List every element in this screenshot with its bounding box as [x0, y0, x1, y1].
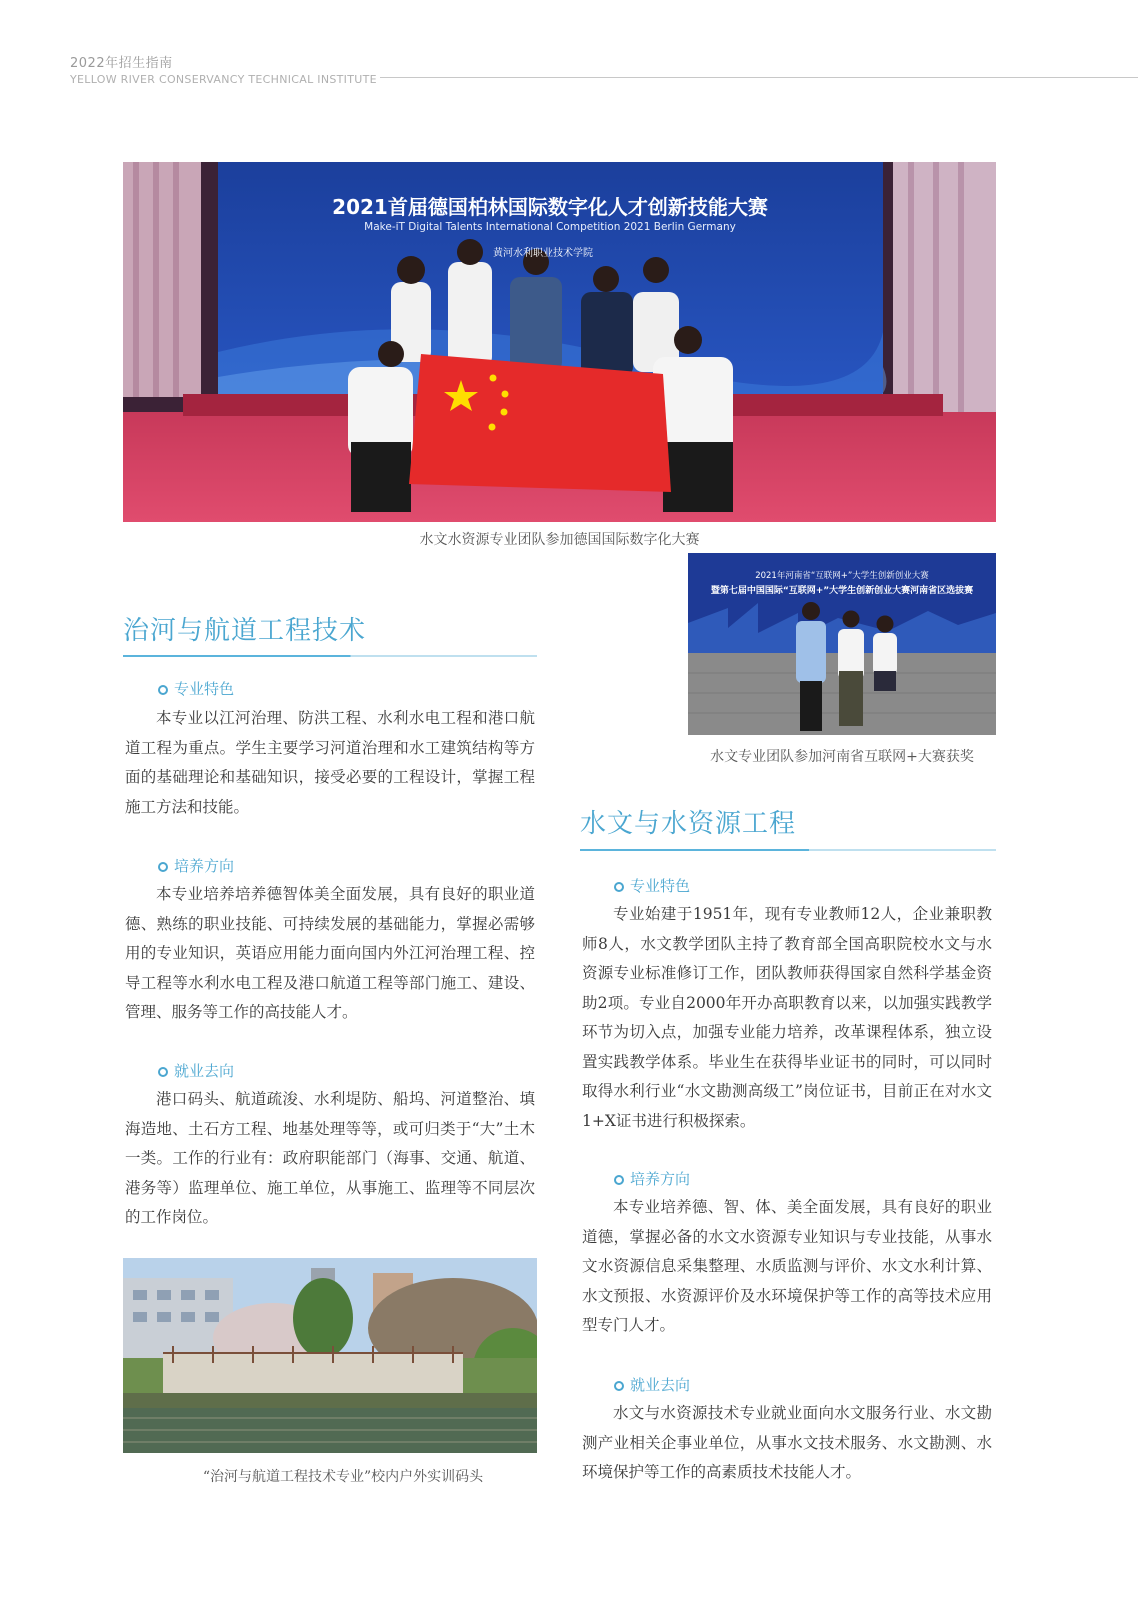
circle-bullet-icon [614, 882, 624, 892]
header-subtitle: YELLOW RIVER CONSERVANCY TECHNICAL INSTITUTE [70, 73, 377, 86]
berlin-competition-photo [123, 162, 996, 522]
right-features-heading [614, 875, 690, 896]
berlin-banner-en: Make-iT Digital Talents International Competition 2021 Berlin Germany [364, 221, 736, 233]
circle-bullet-icon [158, 685, 168, 695]
left-direction-text: 本专业培养培养德智体美全面发展，具有良好的职业道德、熟练的职业技能、可持续发展的基础能力，掌握必需够用的专业知识，英语应用能力面向国内外江河治理工程、控导工程等水利水电工程及港口航道工程等部门施工、建设、管理、服务等工作的高技能人才。 [125, 885, 535, 1021]
left-employment-title: 就业去向 [174, 1062, 235, 1080]
left-direction-title: 培养方向 [174, 857, 235, 875]
henan-photo-caption: 水文专业团队参加河南省互联网+大赛获奖 [710, 749, 974, 765]
left-section-title: 治河与航道工程技术 [123, 616, 367, 646]
henan-competition-photo [688, 553, 996, 735]
berlin-banner-school: 黄河水利职业技术学院 [493, 248, 593, 259]
right-employment-text: 水文与水资源技术专业就业面向水文服务行业、水文勘测产业相关企事业单位，从事水文技术服务、水文勘测、水环境保护等工作的高素质技术技能人才。 [582, 1404, 992, 1481]
circle-bullet-icon [614, 1175, 624, 1185]
circle-bullet-icon [614, 1381, 624, 1391]
right-section-rule [580, 849, 996, 851]
right-section-title: 水文与水资源工程 [580, 809, 797, 839]
right-direction-title: 培养方向 [630, 1170, 691, 1188]
left-section-rule [123, 655, 537, 657]
left-employment-text: 港口码头、航道疏浚、水利堤防、船坞、河道整治、填海造地、土石方工程、地基处理等等，或可归类于“大”土木一类。工作的行业有：政府职能部门（海事、交通、航道、港务等）监理单位、施工单位，从事施工、监理等不同层次的工作岗位。 [125, 1090, 535, 1226]
dock-photo-caption: “治河与航道工程技术专业”校内户外实训码头 [202, 1469, 484, 1485]
left-features-heading [158, 678, 234, 699]
circle-bullet-icon [158, 862, 168, 872]
left-features-title: 专业特色 [174, 680, 235, 698]
right-employment-heading [614, 1374, 690, 1395]
training-dock-photo [123, 1258, 537, 1453]
right-features-text: 专业始建于1951年，现有专业教师12人，企业兼职教师8人，水文教学团队主持了教育部全国高职院校水文与水资源专业标准修订工作，团队教师获得国家自然科学基金资助2项。专业自2000年开办高职教育以来，以加强实践教学环节为切入点，加强专业能力培养，改革课程体系，独立设置实践教学体系。毕业生在获得毕业证书的同时，可以同时取得水利行业“水文勘测高级工”岗位证书，目前正在对水文1+X证书进行积极探索。 [582, 905, 992, 1130]
berlin-photo-caption: 水文水资源专业团队参加德国国际数字化大赛 [419, 532, 700, 548]
circle-bullet-icon [158, 1067, 168, 1077]
page-header [70, 52, 377, 86]
berlin-banner-cn: 2021首届德国柏林国际数字化人才创新技能大赛 [332, 195, 768, 219]
left-features-text: 本专业以江河治理、防洪工程、水利水电工程和港口航道工程为重点。学生主要学习河道治理和水工建筑结构等方面的基础理论和基础知识，接受必要的工程设计，掌握工程施工方法和技能。 [125, 709, 535, 816]
left-direction-heading [158, 855, 234, 876]
right-employment-title: 就业去向 [630, 1376, 691, 1394]
header-title: 2022年招生指南 [70, 56, 173, 71]
right-features-title: 专业特色 [630, 877, 691, 895]
header-rule [380, 77, 1138, 78]
right-direction-heading [614, 1168, 690, 1189]
left-employment-heading [158, 1060, 234, 1081]
henan-banner-line2: 暨第七届中国国际“互联网+”大学生创新创业大赛河南省区选拔赛 [710, 586, 974, 596]
henan-banner-line1: 2021年河南省“互联网+”大学生创新创业大赛 [755, 571, 929, 581]
right-direction-text: 本专业培养德、智、体、美全面发展，具有良好的职业道德，掌握必备的水文水资源专业知识与专业技能，从事水文水资源信息采集整理、水质监测与评价、水文水利计算、水文预报、水资源评价及水环境保护等工作的高等技术应用型专门人才。 [582, 1198, 992, 1334]
